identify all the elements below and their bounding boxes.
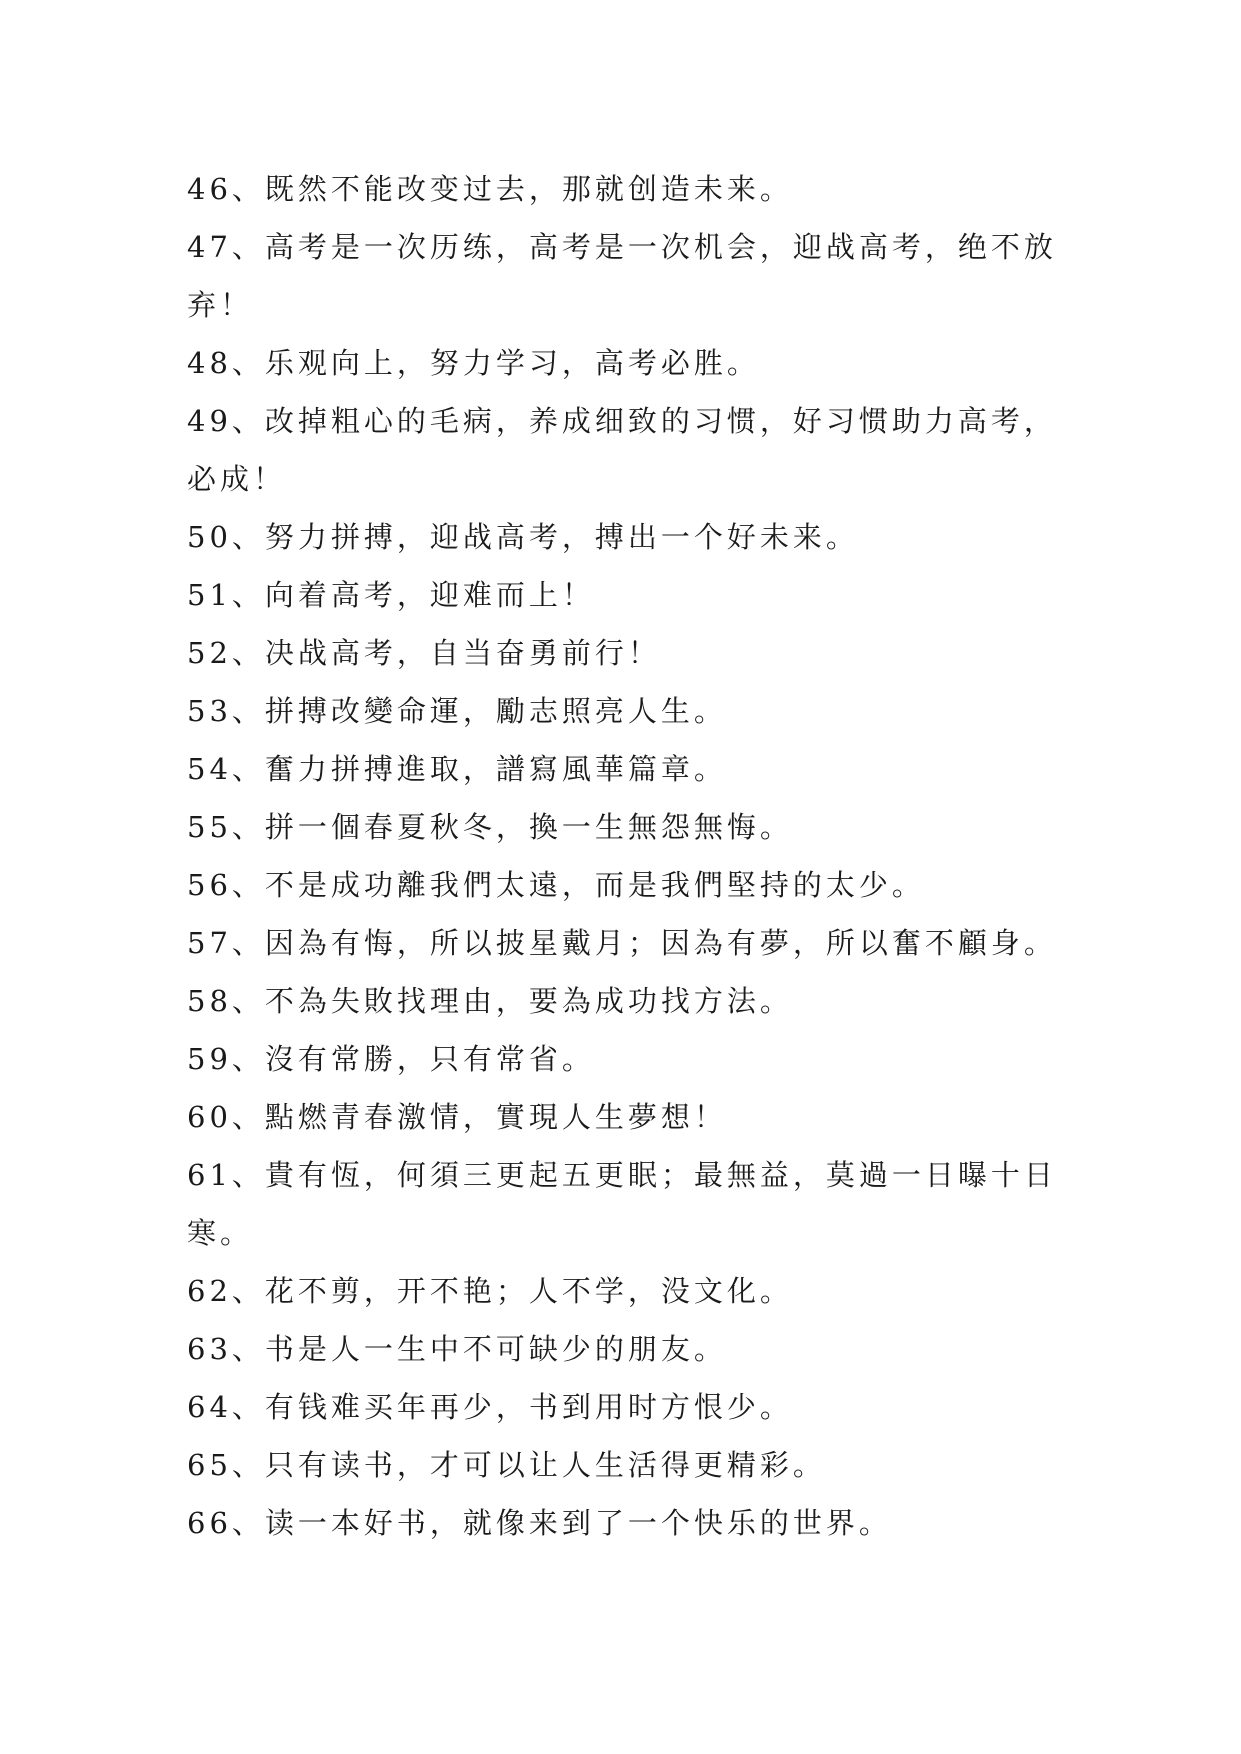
list-item: 62、花不剪，开不艳；人不学，没文化。: [187, 1274, 793, 1308]
list-item: 56、不是成功離我們太遠，而是我們堅持的太少。: [187, 868, 925, 902]
list-item: 47、高考是一次历练，高考是一次机会，迎战高考，绝不放弃！: [187, 230, 1057, 322]
list-item: 49、改掉粗心的毛病，养成细致的习惯，好习惯助力高考，必成！: [187, 404, 1057, 496]
list-item: 59、沒有常勝，只有常省。: [187, 1042, 595, 1076]
list-item: 50、努力拼搏，迎战高考，搏出一个好未来。: [187, 520, 859, 554]
list-item: 51、向着高考，迎难而上！: [187, 578, 595, 612]
list-item: 61、貴有恆，何須三更起五更眠；最無益，莫過一日曝十日寒。: [187, 1158, 1057, 1250]
list-item: 66、读一本好书，就像来到了一个快乐的世界。: [187, 1506, 892, 1540]
list-item: 64、有钱难买年再少，书到用时方恨少。: [187, 1390, 793, 1424]
list-item: 52、决战高考，自当奋勇前行！: [187, 636, 661, 670]
list-item: 58、不為失敗找理由，要為成功找方法。: [187, 984, 793, 1018]
list-item: 57、因為有悔，所以披星戴月；因為有夢，所以奮不顧身。: [187, 926, 1057, 960]
list-item: 63、书是人一生中不可缺少的朋友。: [187, 1332, 727, 1366]
document-body: [187, 160, 1067, 1552]
list-item: 46、既然不能改变过去，那就创造未来。: [187, 172, 793, 206]
list-item: 48、乐观向上，努力学习，高考必胜。: [187, 346, 760, 380]
list-item: 53、拼搏改變命運，勵志照亮人生。: [187, 694, 727, 728]
list-item: 65、只有读书，才可以让人生活得更精彩。: [187, 1448, 826, 1482]
list-item: 54、奮力拼搏進取，譜寫風華篇章。: [187, 752, 727, 786]
list-item: 60、點燃青春激情，實現人生夢想！: [187, 1100, 727, 1134]
list-item: 55、拼一個春夏秋冬，換一生無怨無悔。: [187, 810, 793, 844]
